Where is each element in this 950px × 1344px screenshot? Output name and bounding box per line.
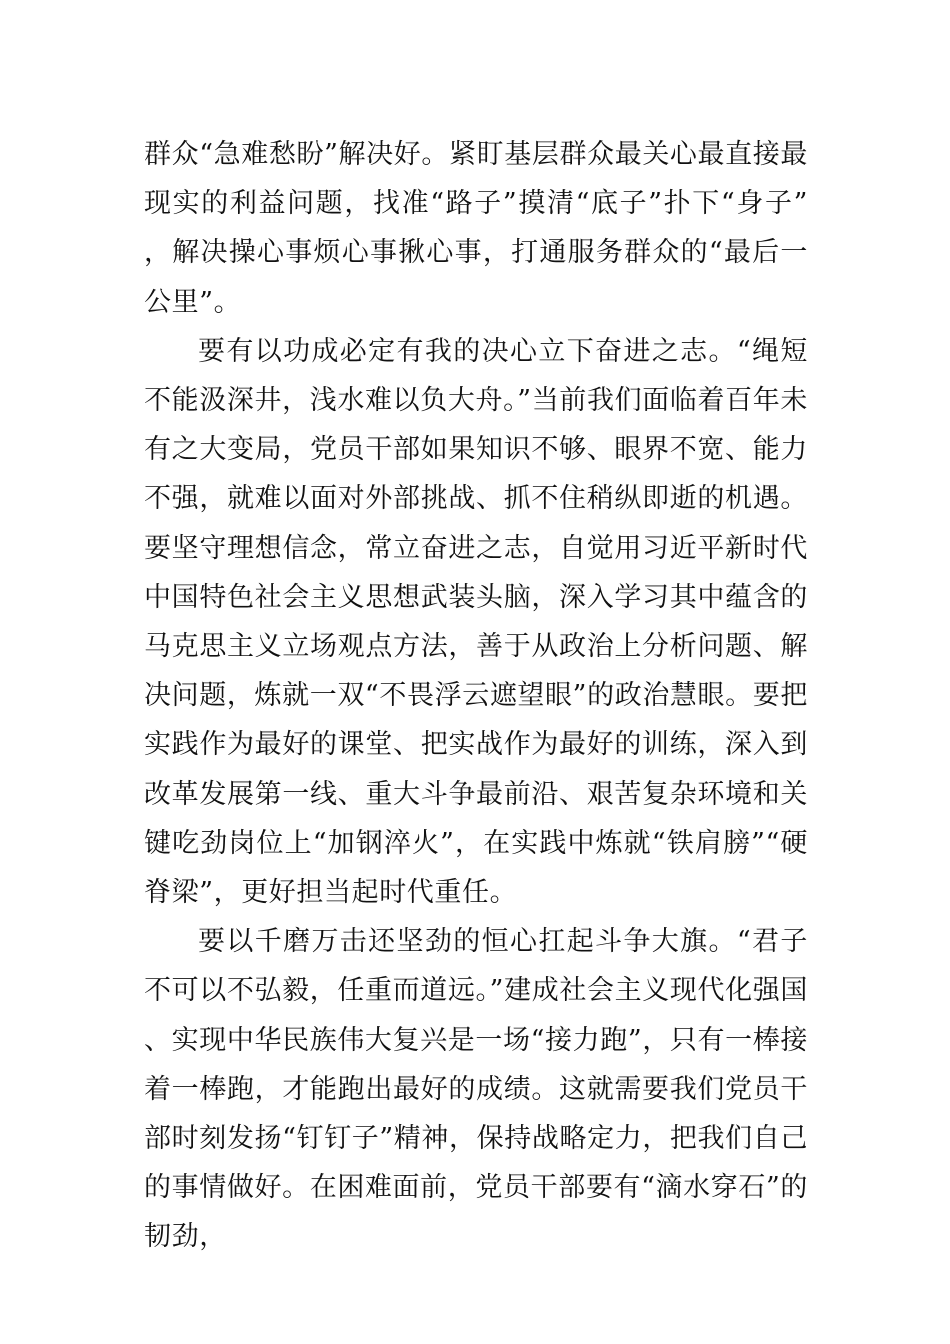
paragraph-resolve: 要有以功成必定有我的决心立下奋进之志。“绳短不能汲深井，浅水难以负大舟。”当前我们面临着百年未有之大变局，党员干部如果知识不够、眼界不宽、能力不强，就难以面对外部挑战、抓不住稍纵即逝的机遇。要坚守理想信念，常立奋进之志，自觉用习近平新时代中国特色社会主义思想武装头脑，深入学习其中蕴含的马克思主义立场观点方法，善于从政治上分析问题、解决问题，炼就一双“不畏浮云遮望眼”的政治慧眼。要把实践作为最好的课堂、把实战作为最好的训练，深入到改革发展第一线、重大斗争最前沿、艰苦复杂环境和关键吃劲岗位上“加钢淬火”，在实践中炼就“铁肩膀”“硬脊梁”，更好担当起时代重任。 [144, 335, 808, 909]
document-body [144, 130, 808, 1262]
paragraph-continuation: 群众“急难愁盼”解决好。紧盯基层群众最关心最直接最现实的利益问题，找准“路子”摸清“底子”扑下“身子”，解决操心事烦心事揪心事，打通服务群众的“最后一公里”。 [144, 139, 808, 318]
paragraph-struggle: 要以千磨万击还坚劲的恒心扛起斗争大旗。“君子不可以不弘毅，任重而道远。”建成社会主义现代化强国、实现中华民族伟大复兴是一场“接力跑”，只有一棒接着一棒跑，才能跑出最好的成绩。这就需要我们党员干部时刻发扬“钉钉子”精神，保持战略定力，把我们自己的事情做好。在困难面前，党员干部要有“滴水穿石”的韧劲， [144, 926, 808, 1253]
